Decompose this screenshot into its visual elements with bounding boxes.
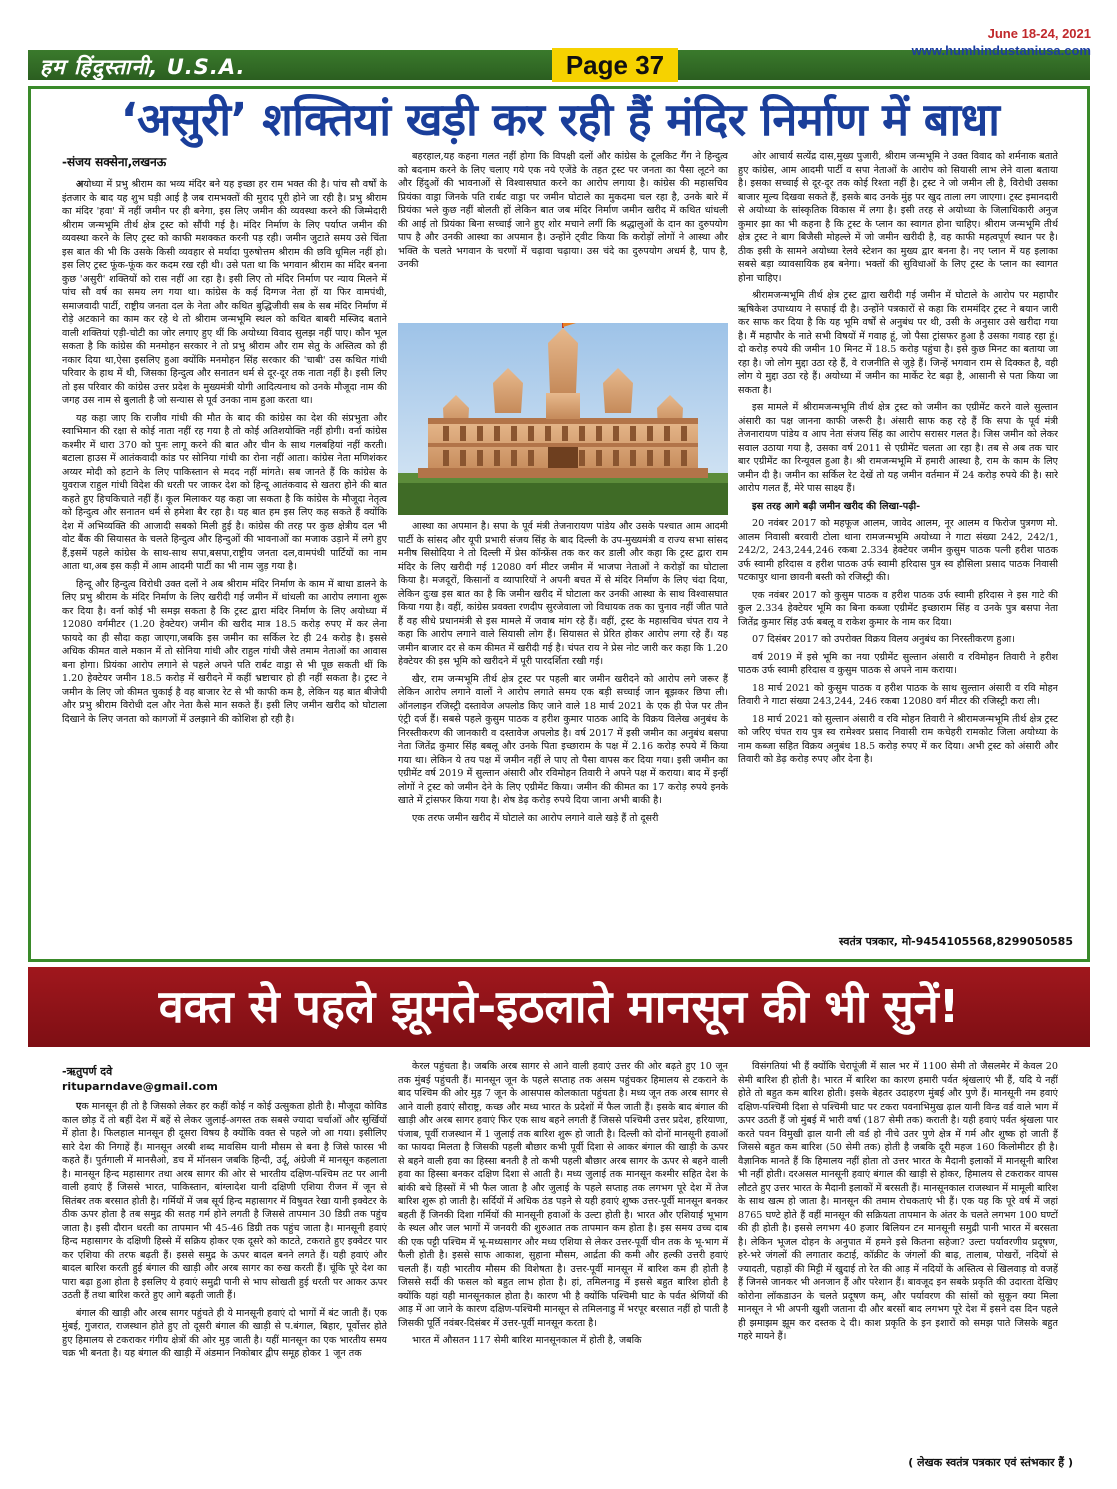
paragraph: भारत में औसतन 117 सेमी बारिश मानसूनकाल में होती है, जबकि <box>412 1335 642 1346</box>
article-2-byline: -ऋतुपर्ण दवे <box>62 1065 113 1078</box>
subheading: इस तरह आगे बढ़ी जमीन खरीद की लिखा-पढ़ी- <box>752 500 921 512</box>
paragraph: बंगाल की खाड़ी और अरब सागर पहुंचते ही ये मानसूनी हवाएं दो भागों में बंट जाती हैं। एक मुंबई, गुजरात, राजस्थान होते हुए तो दूसरी बंगाल की खाड़ी से प.बंगाल, बिहार, पूर्वोत्तर होते हुए हिमालय से टकराकर गंगीय क्षेत्रों की ओर मुड़ जाती है। यहीं मानसून का एक भारतीय समय चक्र भी बनता है। यह बंगाल की खाड़ी में अंडमान निकोबार द्वीप समूह होकर 1 जून तक <box>62 1307 387 1359</box>
article-1-headline: ‘असुरी’ शक्तियां खड़ी कर रही हैं मंदिर निर्माण में बाधा <box>120 93 1000 146</box>
article-1-byline: -संजय सक्सेना,लखनऊ <box>62 155 167 169</box>
masthead <box>0 0 1117 82</box>
paragraph: हिन्दू और हिन्दुत्व विरोधी उक्त दलों ने अब श्रीराम मंदिर निर्माण के काम में बाधा डालने के लिए प्रभु श्रीराम के मंदिर निर्माण के लिए खरीदी गई जमीन में धांधली का आरोप लगाना शुरू कर दिया है। वर्ना कोई भी समझ सकता है कि ट्रस्ट द्वारा मंदिर निर्माण के लिए अयोध्या में 12080 वर्गमीटर (1.20 हेक्टेयर) जमीन की खरीद मात्र 18.5 करोड़ रुपए में कर लेना फायदे का ही सौदा कहा जाएगा,जबकि इस जमीन का सर्किल रेट ही 24 करोड़ है। इससे अधिक कीमत वाले मकान में तो सोनिया गांधी और राहुल गांधी जैसे तमाम नेताओं का आवास बना होगा। प्रियंका आरोप लगाने से पहले अपने पति रार्बट वाड्रा से भी पूछ सकती थीं कि 1.20 हेक्टेयर जमीन 18.5 करोड़ में खरीदने में कहीं भ्रष्टाचार हो ही नहीं सकता है। ट्रस्ट ने जमीन के लिए जो कीमत चुकाई है वह बाजार रेट से भी काफी कम है, लेकिन यह बात बीजेपी और प्रभु श्रीराम विरोधी दल और नेता कैसे मान सकते हैं। इसी लिए जमीन खरीद को घोटाला दिखाने के लिए जनता को कागजों में उलझाने की कोशिश हो रही है। <box>62 578 387 725</box>
ram-mandir-image <box>398 323 728 515</box>
paragraph: 18 मार्च 2021 को सुल्तान अंसारी व रवि मोहन तिवारी ने श्रीरामजन्मभूमि तीर्थ क्षेत्र ट्रस्ट को जरिए चंपत राय पुत्र स्व रामेश्वर प्रसाद निवासी राम कचेहरी रामकोट जिला अयोध्या के नाम कब्जा सहित विक्रय अनुबंध 18.5 करोड़ रुपए में कर दिया। अभी ट्रस्ट को अंसारी और तिवारी को डेढ़ करोड़ रुपए और देना है। <box>738 713 1058 765</box>
paragraph: खैर, राम जन्मभूमि तीर्थ क्षेत्र ट्रस्ट पर पहली बार जमीन खरीदने को आरोप लगे जरूर हैं लेकिन आरोप लगाने वालों ने आरोप लगाते समय एक बड़ी सच्चाई जान बूझकर छिपा ली। ऑनलाइन रजिस्ट्री दस्तावेज अपलोड किए जाने वाले 18 मार्च 2021 के एक ही पेज पर तीन एंट्री दर्ज हैं। सबसे पहले कुसुम पाठक व हरीश कुमार पाठक आदि के विक्रय विलेख अनुबंध के निरस्तीकरण की जानकारी व दस्तावेज अपलोड है। वर्ष 2017 में इसी जमीन का अनुबंध बसपा नेता जितेंद्र कुमार सिंह बबलू और उनके पिता इच्छाराम के पक्ष में 2.16 करोड़ रुपये में किया गया था। लेकिन ये तय पक्ष में जमीन नहीं ले पाए तो पैसा वापस कर दिया गया। इसी जमीन का एग्रीमेंट वर्ष 2019 में सुल्तान अंसारी और रविमोहन तिवारी ने अपने पक्ष में कराया। बाद में इन्हीं लोगों ने ट्रस्ट को जमीन देने के लिए एग्रीमेंट किया। जमीन की कीमत का 17 करोड़ रुपये इनके खाते में ट्रांसफर किया गया है। शेष डेढ़ करोड़ रुपये दिया जाना अभी बाकी है। <box>398 673 728 806</box>
article-2-column-2 <box>398 1060 728 1480</box>
paragraph: इस मामले में श्रीरामजन्मभूमि तीर्थ क्षेत्र ट्रस्ट को जमीन का एग्रीमेंट करने वाले सुल्तान अंसारी का पक्ष जानना काफी जरूरी है। अंसारी साफ कह रहे हैं कि सपा के पूर्व मंत्री तेजनारायण पांडेय व आप नेता संजय सिंह का आरोप सरासर गलत है। जिस जमीन को लेकर सवाल उठाया गया है, उसका वर्ष 2011 से एग्रीमेंट चलता आ रहा है। तब से अब तक चार बार एग्रीमेंट का रिन्यूवल हुआ है। श्री रामजन्मभूमि में हमारी आस्था है, राम के काम के लिए जमीन दी है। जमीन का सर्किल रेट देखें तो यह जमीन वर्तमान में 24 करोड़ रुपये की है। सारे आरोप गलत हैं, मेरे पास साक्ष्य हैं। <box>738 402 1058 494</box>
paragraph: वर्ष 2019 में इसे भूमि का नया एग्रीमेंट सुल्तान अंसारी व रविमोहन तिवारी ने हरीश पाठक उर्फ स्वामी हरिदास व कुसुम पाठक से अपने नाम कराया। <box>738 651 1058 676</box>
newspaper-title: हम हिंदुस्तानी, U.S.A. <box>40 55 246 79</box>
article-1-column-2-bottom <box>398 520 728 958</box>
paragraph: 20 नवंबर 2017 को महफूज आलम, जावेद आलम, नूर आलम व फिरोज पुत्रगण मो. आलम निवासी बरवारी टोला थाना रामजन्मभूमि अयोध्या ने गाटा संख्या 242, 242/1, 242/2, 243,244,246 रकबा 2.334 हेक्टेयर जमीन कुसुम पाठक पत्नी हरीश पाठक उर्फ स्वामी हरिदास व हरीश पाठक उर्फ स्वामी हरिदास पुत्र स्व हौसिला प्रसाद पाठक निवासी पटकापुर थाना छावनी बस्ती को रजिस्ट्री की। <box>738 518 1058 583</box>
paragraph: आस्था का अपमान है। सपा के पूर्व मंत्री तेजनारायण पांडेय और उसके पश्चात आम आदमी पार्टी के सांसद और यूपी प्रभारी संजय सिंह के बाद दिल्ली के उप-मुख्यमंत्री व राज्य सभा सांसद मनीष सिसोदिया ने तो दिल्ली में प्रेस कॉन्फ्रेंस तक कर कर डाली और कहा कि ट्रस्ट द्वारा राम मंदिर के लिए खरीदी गई 12080 वर्ग मीटर जमीन में भाजपा नेताओं ने करोड़ों का घोटाला किया है। मजदूरों, किसानों व व्यापारियों ने अपनी बचत में से मंदिर निर्माण के लिए चंदा दिया, लेकिन दुःख इस बात का है कि जमीन खरीद में घोटाला कर उनकी आस्था के साथ विश्वासघात किया गया है। वहीं, कांग्रेस प्रवक्ता रणदीप सुरजेवाला जो विधायक तक का चुनाव नहीं जीत पाते हैं वह सीधे प्रधानमंत्री से इस मामले में जवाब मांग रहे हैं। वहीं, ट्रस्ट के महासचिव चंपत राय ने कहा कि आरोप लगाने वाले सियासी लोग हैं। सियासत से प्रेरित होकर आरोप लगा रहे हैं। यह जमीन बाजार दर से कम कीमत में खरीदी गई है। चंपत राय ने प्रेस नोट जारी कर कहा कि 1.20 हेक्टेयर की इस भूमि को खरीदने में पूरी पारदर्शिता रखी गई। <box>398 521 728 667</box>
paragraph: 18 मार्च 2021 को कुसुम पाठक व हरीश पाठक के साथ सुल्तान अंसारी व रवि मोहन तिवारी ने गाटा संख्या 243,244, 246 रकबा 12080 वर्ग मीटर की रजिस्ट्री करा ली। <box>738 682 1058 707</box>
paragraph: अयोध्या में प्रभु श्रीराम का भव्य मंदिर बने यह इच्छा हर राम भक्त की है। पांच सौ वर्षों के इंतजार के बाद यह शुभ घड़ी आई है जब रामभक्तों की मुराद पूरी होने जा रही है। प्रभु श्रीराम का मंदिर 'हवा' में नहीं जमीन पर ही बनेगा, इस लिए जमीन की व्यवस्था करने की जिम्मेदारी श्रीराम जन्मभूमि तीर्थ क्षेत्र ट्रस्ट को सौंपी गई है। मंदिर निर्माण के लिए पर्याप्त जमीन की व्यवस्था करने के लिए ट्रस्ट को काफी मशक्कत करनी पड़ रही। जमीन जुटाते समय उसे चिंता इस बात की भी कि उसके किसी व्यवहार से मर्यादा पुरुषोत्तम श्रीराम की छवि धूमिल नहीं हो। इस लिए ट्रस्ट फूंक-फूंक कर कदम रख रही थी। उसे पता था कि भगवान श्रीराम का मंदिर बनना कुछ 'असुरी' शक्तियों को रास नहीं आ रहा है। इसी लिए तो मंदिर निर्माण पर न्याय मिलने में पांच सौ वर्ष का समय लग गया था। कांग्रेस के कई दिग्गज नेता हों या फिर वामपंथी, समाजवादी पार्टी, राष्ट्रीय जनता दल के नेता और कथित बुद्धिजीवी सब के सब मंदिर निर्माण में रोड़े अटकाने का काम कर रहे थे तो श्रीराम जन्मभूमि स्थल को कथित बाबरी मस्जिद बताने वाली शक्तियां एड़ी-चोटी का जोर लगाए हुए थीं कि अयोध्या विवाद सुलझ नहीं पाए। कौन भूल सकता है कि कांग्रेस की मनमोहन सरकार ने तो प्रभु श्रीराम और राम सेतु के अस्तित्व को ही नकार दिया था,ऐसा इसलिए हुआ क्योंकि मनमोहन सिंह सरकार की 'चाबी' उस कथित गांधी परिवार के हाथ में थी, जिसका हिन्दुत्व और सनातन धर्म से दूर-दूर तक नाता नहीं है। इसी लिए तो इस परिवार की कांग्रेस उत्तर प्रदेश के मुख्यमंत्री योगी आदित्यनाथ को उनके मौजूदा नाम की जगह उस नाम से बुलाती है जो सन्यास से पूर्व उनका नाम हुआ करता था। <box>62 179 387 406</box>
paragraph: विसंगतियां भी हैं क्योंकि चेरापूंजी में साल भर में 1100 सेमी तो जैसलमेर में केवल 20 सेमी बारिश ही होती है। भारत में बारिश का कारण हमारी पर्वत श्रृंखलाएं भी हैं, यदि ये नहीं होते तो बहुत कम बारिश होती। इसके बेहतर उदाहरण मुंबई और पुणे हैं। मानसूनी नम हवाएं दक्षिण-पश्चिमी दिशा से पश्चिमी घाट पर टकरा पवनाभिमुख ढ़ाल यानी विन्ड वर्ड वाले भाग में ऊपर उठती हैं जो मुंबई में भारी वर्षा (187 सेमी तक) कराती है। यही हवाएं पर्वत श्रृंखला पार करते पवन विमुखी ढ़ाल यानी ली वर्ड हो नीचे उतर पुणे क्षेत्र में गर्म और शुष्क हो जाती हैं जिससे बहुत कम बारिश (50 सेमी तक) होती है जबकि दूरी महज 160 किलोमीटर ही है। वैज्ञानिक मानते हैं कि हिमालय नहीं होता तो उत्तर भारत के मैदानी इलाकों में मानसूनी बारिश भी नहीं होती। दरअसल मानसूनी हवाएं बंगाल की खाड़ी से होकर, हिमालय से टकराकर वापस लौटते हुए उत्तर भारत के मैदानी इलाकों में बरसती हैं। मानसूनकाल राजस्थान में मामूली बारिश के साथ खत्म हो जाता है। मानसून की तमाम रोचकताएं भी हैं। एक यह कि पूरे वर्ष में जहां 8765 घण्टे होते हैं वहीं मानसून की सक्रियता तापमान के अंतर के चलते लगभग 100 घण्टों की ही होती है। इससे लगभग 40 हजार बिलियन टन मानसूनी समुद्री पानी भारत में बरसता है। लेकिन भूजल दोहन के अनुपात में हमने इसे कितना सहेजा? उल्टा पर्यावरणीय प्रदूषण, हरे-भरे जंगलों की लगातार कटाई, कॉक्रीट के जंगलों की बाढ़, तालाब, पोखरों, नदियों से ज्यादती, पहाड़ों की मिट्टी में खुदाई तो रेत की आड़ में नदियों के अस्तित्व से खिलवाड़ वो वजहें हैं जिनसे जानकर भी अनजान हैं और परेशान हैं। बावजूद इन सबके प्रकृति की उदारता देखिए कोरोना लॉकडाउन के चलते प्रदूषण कम्, और पर्यावरण की सांसों को सुकून क्या मिला मानसून ने भी अपनी खुशी जताना दी और बरसों बाद लगभग पूरे देश में इसने दस दिन पहले ही झमाझम झूम कर दस्तक दे दी। काश प्रकृति के इन इशारों को समझ पाते जिसके बहुत गहरे मायने हैं। <box>738 1061 1058 1342</box>
issue-date: June 18-24, 2021 <box>987 26 1091 41</box>
paragraph: यह कहा जाए कि राजीव गांधी की मौत के बाद की कांग्रेस का देश की संप्रभुता और स्वाभिमान की रक्षा से कोई नाता नहीं रह गया है तो कोई अतिशयोक्ति नहीं होगी। वर्ना कांग्रेस कश्मीर में धारा 370 को पुनः लागू करने की बात और चीन के साथ गलबहियां नहीं करती। बटाला हाउस में आतंकवादी कांड पर सोनिया गांधी का रोना नहीं आता। कांग्रेस नेता मणिशंकर अय्यर मोदी को हटाने के लिए पाकिस्तान से मदद नहीं मांगते। सब जानते हैं कि कांग्रेस के युवराज राहुल गांधी विदेश की धरती पर जाकर देश को हिन्दू आतंकवाद से खतरा होने की बात कहते हुए हिचकिचाते नहीं हैं। कूल मिलाकर यह कहा जा सकता है कि कांग्रेस के मौजूदा नेतृत्व को हिन्दुत्व और सनातन धर्म से हमेशा बैर रहा है। यह बात हम इस लिए कह सकते हैं क्योंकि देश में अभिव्यक्ति की आजादी सबको मिली हुई है। कांग्रेस की तरह पर कुछ क्षेत्रीय दल भी वोट बैंक की सियासत के चलते हिन्दुत्व और हिन्दुओं की भावनाओं का मजाक उड़ाने में लगे हुए हैं,इसमें पहले कांग्रेस के साथ-साथ सपा,बसपा,राष्ट्रीय जनता दल,वामपंथी पार्टियों का नाम आता था,अब इस कड़ी में आम आदमी पार्टी का भी नाम जुड़ गया है। <box>62 412 387 572</box>
paragraph: एक तरफ जमीन खरीद में घोटाले का आरोप लगाने वाले खड़े हैं तो दूसरी <box>412 812 659 824</box>
paragraph: एक नवंबर 2017 को कुसुम पाठक व हरीश पाठक उर्फ स्वामी हरिदास ने इस गाटे की कुल 2.334 हेक्टेयर भूमि का बिना कब्जा एग्रीमेंट इच्छाराम सिंह व उनके पुत्र बसपा नेता जितेंद्र कुमार सिंह उर्फ बबलू व राकेश कुमार के नाम कर दिया। <box>738 589 1058 628</box>
article-2-headline: वक्त से पहले झूमते-इठलाते मानसून की भी सुनें! <box>158 980 960 1033</box>
article-2-column-3 <box>738 1060 1058 1452</box>
article-1-credit: स्वतंत्र पत्रकार, मो-9454105568,8299050585 <box>839 935 1073 948</box>
article-1-column-2-top <box>398 150 728 320</box>
article-2-column-1 <box>62 1100 387 1480</box>
paragraph: केरल पहुंचता है। जबकि अरब सागर से आने वाली हवाएं उत्तर की ओर बढ़ते हुए 10 जून तक मुंबई पहुंचती हैं। मानसून जून के पहले सप्ताह तक असम पहुंचकर हिमालय से टकराने के बाद पश्चिम की ओर मुड़ 7 जून के आसपास कोलकाता पहुंचता है। मध्य जून तक अरब सागर से आने वाली हवाएं सौराष्ट्र, कच्छ और मध्य भारत के प्रदेशों में फैल जाती हैं। इसके बाद बंगाल की खाड़ी और अरब सागर हवाएं फिर एक साथ बहने लगती हैं जिससे पश्चिमी उत्तर प्रदेश, हरियाणा, पंजाब, पूर्वी राजस्थान में 1 जुलाई तक बारिश शुरू हो जाती है। दिल्ली को दोनों मानसूनी हवाओं का फायदा मिलता है जिसकी पहली बौछार कभी पूर्वी दिशा से आकर बंगाल की खाड़ी के ऊपर से बहने वाली हवा का हिस्सा बनती है तो कभी पहली बौछार अरब सागर के ऊपर से बहने वाली हवा का हिस्सा बनकर दक्षिण दिशा से आती है। मध्य जुलाई तक मानसून कश्मीर सहित देश के बांकी बचे हिस्सों में भी फैल जाता है और जुलाई के पहले सप्ताह तक लगभग पूरे देश में तेज बारिश शुरू हो जाती है। सर्दियों में अधिक ठंड पड़ने से यही हवाएं शुष्क उत्तर-पूर्वी मानसून बनकर बहती हैं जिनकी दिशा गर्मियों की मानसूनी हवाओं के उल्टा होती है। भारत और एशियाई भूभाग के स्थल और जल भागों में जनवरी की शुरुआत तक तापमान कम होता है। इस समय उच्च दाब की एक पट्टी पश्चिम में भू-मध्यसागर और मध्य एशिया से लेकर उत्तर-पूर्वी चीन तक के भू-भाग में फैली होती है। इससे साफ आकाश, सुहाना मौसम, आर्द्रता की कमी और हल्की उत्तरी हवाएं चलती हैं। यही भारतीय मौसम की विशेषता है। उत्तर-पूर्वी मानसून में बारिश कम ही होती है जिससे सर्दी की फसल को बहुत लाभ होता है। हां, तमिलनाडु में इससे बहुत बारिश होती है क्योंकि यहां यही मानसूनकाल होता है। कारण भी है क्योंकि पश्चिमी घाट के पर्वत श्रेणियों की आड़ में आ जाने के कारण दक्षिण-पश्चिमी मानसून से तमिलनाडु में भरपूर बरसात नहीं हो पाती है जिसकी पूर्ति नवंबर-दिसंबर में उत्तर-पूर्वी मानसून करता है। <box>398 1061 728 1329</box>
paragraph: एक मानसून ही तो है जिसको लेकर हर कहीं कोई न कोई उत्सुकता होती है। मौजूदा कोविड काल छोड़ दें तो बहीं देश में बहें से लेकर जुलाई-अगस्त तक सबसे ज्यादा चर्चाओं और सुर्खियों में होता है। फिलहाल मानसून ही दूसरा विषय है क्योंकि वक्त से पहले जो आ गया। इसीलिए सारे देश की निगाहें हैं। मानसून अरबी शब्द मावसिम यानी मौसम से बना है जिसे फारस भी कहते हैं। पुर्तगाली में मानसैओ, डच में मॉनसन जबकि हिन्दी, उर्दू, अंग्रेजी में मानसून कहलाता है। मानसून हिन्द महासागर तथा अरब सागर की ओर से भारतीय दक्षिण-पश्चिम तट पर आनी वाली हवाएं हैं जिससे भारत, पाकिस्तान, बांग्लादेश यानी दक्षिणी एशिया रीजन में जून से सितंबर तक बरसात होती है। गर्मियों में जब सूर्य हिन्द महासागर में विषुवत रेखा यानी इक्वेटर के ठीक ऊपर होता है तब समुद्र की सतह गर्म होने लगती है जिससे तापमान 30 डिग्री तक पहुंच जाता है। इसी दौरान धरती का तापमान भी 45-46 डिग्री तक पहुंच जाता है। मानसूनी हवाएं हिन्द महासागर के दक्षिणी हिस्से में सक्रिय होकर एक दूसरे को काटते, टकराते हुए इक्वेटर पार कर एशिया की तरफ बढ़ती हैं। इससे समुद्र के ऊपर बादल बनने लगते हैं। यही हवाएं और बादल बारिश करती हुई बंगाल की खाड़ी और अरब सागर का रुख करती हैं। चूंकि पूरे देश का पारा बढ़ा हुआ होता है इसलिए ये हवाएं समुद्री पानी से भाप सोखती हुई धरती पर आकर ऊपर उठती हैं तथा बारिश करते हुए आगे बढ़ती जाती हैं। <box>62 1101 387 1301</box>
paragraph: बहरहाल,यह कहना गलत नहीं होगा कि विपक्षी दलों और कांग्रेस के टूलकिट गैंग ने हिन्दुत्व को बदनाम करने के लिए चलाए गये एक नये एजेंडे के तहत ट्रस्ट पर जनता का पैसा लूटने का और हिंदुओं की भावनाओं से विश्वासघात करने का आरोप लगाया है। कांग्रेस की महासचिव प्रियंका वाड्रा जिनके पति रार्बट वाड्रा पर जमीन घोटाले का मुकदमा चल रहा है, उनके बारे में प्रियंका भले कुछ नहीं बोलती हों लेकिन बात जब मंदिर निर्माण जमीन खरीद में कथित धांधली की आई तो प्रियंका बिना सच्चाई जाने हुए शोर मचाने लगीं कि श्रद्धालुओं के दान का दुरुपयोग पाप है और उनकी आस्था का अपमान है। उन्होंने ट्वीट किया कि करोड़ों लोगों ने आस्था और भक्ति के चलते भगवान के चरणों में चढ़ावा चढ़ाया। उस चंदे का दुरुपयोग अधर्म है, पाप है, उनकी <box>398 151 728 270</box>
article-2-email[interactable]: rituparndave@gmail.com <box>62 1080 218 1093</box>
paragraph: श्रीरामजन्मभूमि तीर्थ क्षेत्र ट्रस्ट द्वारा खरीदी गई जमीन में घोटाले के आरोप पर महापौर ऋषिकेश उपाध्याय ने सफाई दी है। उन्होंने पत्रकारों से कहा कि राममंदिर ट्रस्ट ने बयान जारी कर साफ कर दिया है कि यह भूमि वर्षों से अनुबंध पर थी, उसी के अनुसार उसे खरीदा गया है। मैं महापौर के नाते सभी विषयों में गवाह हूं, जो पैसा ट्रांसफर हुआ है उसका गवाह रहा हूं। दो करोड़ रुपये की जमीन 10 मिनट में 18.5 करोड़ पहुंचा है। इसे कुछ मिनट का बताया जा रहा है। जो लोग मुद्दा उठा रहे हैं, वे राजनीति से जुड़े हैं। जिन्हें भगवान राम से दिक्कत है, वही लोग ये मुद्दा उठा रहे हैं। अयोध्या में जमीन का मार्केट रेट बढ़ा है, आसानी से पता किया जा सकता है। <box>738 290 1058 396</box>
article-2-credit: ( लेखक स्वतंत्र पत्रकार एवं स्तंभकार हैं ) <box>908 1456 1073 1469</box>
article-1-column-3 <box>738 150 1058 930</box>
page-number: Page 37 <box>552 48 678 82</box>
temple-illustration <box>398 323 728 515</box>
paragraph: 07 दिसंबर 2017 को उपरोक्त विक्रय विलय अनुबंध का निरस्तीकरण हुआ। <box>752 634 1015 645</box>
article-1-column-1 <box>62 178 387 928</box>
paragraph: ओर आचार्य सत्येंद्र दास,मुख्य पुजारी, श्रीराम जन्मभूमि ने उक्त विवाद को शर्मनाक बताते हुए कांग्रेस, आम आदमी पार्टी व सपा नेताओं के आरोप को सियासी लाभ लेने वाला बताया है। इसका सच्चाई से दूर-दूर तक कोई रिश्ता नहीं है। ट्रस्ट ने जो जमीन ली है, विरोधी उसका बाजार मूल्य दिखवा सकते हैं, इसके बाद उनके मुंह पर खुद ताला लग जाएगा। ट्रस्ट इमानदारी से अयोध्या के सांस्कृतिक विकास में लगा है। इसी तरह से अयोध्या के जिलाधिकारी अनुज कुमार झा का भी कहना है कि ट्रस्ट के प्लान का स्वागत होना चाहिए। श्रीराम जन्मभूमि तीर्थ क्षेत्र ट्रस्ट ने बाग बिजैसी मोहल्ले में जो जमीन खरीदी है, वह काफी महत्वपूर्ण स्थान पर है। ठीक इसी के सामने अयोध्या रेलवे स्टेशन का मुख्य द्वार बनना है। नए प्लान में यह इलाका सबसे बड़ा व्यावसायिक हब बनेगा। भक्तों की सुविधाओं के लिए ट्रस्ट के प्लान का स्वागत होना चाहिए। <box>738 151 1058 284</box>
website-link[interactable]: www.humhindustaniusa.com <box>911 43 1091 58</box>
